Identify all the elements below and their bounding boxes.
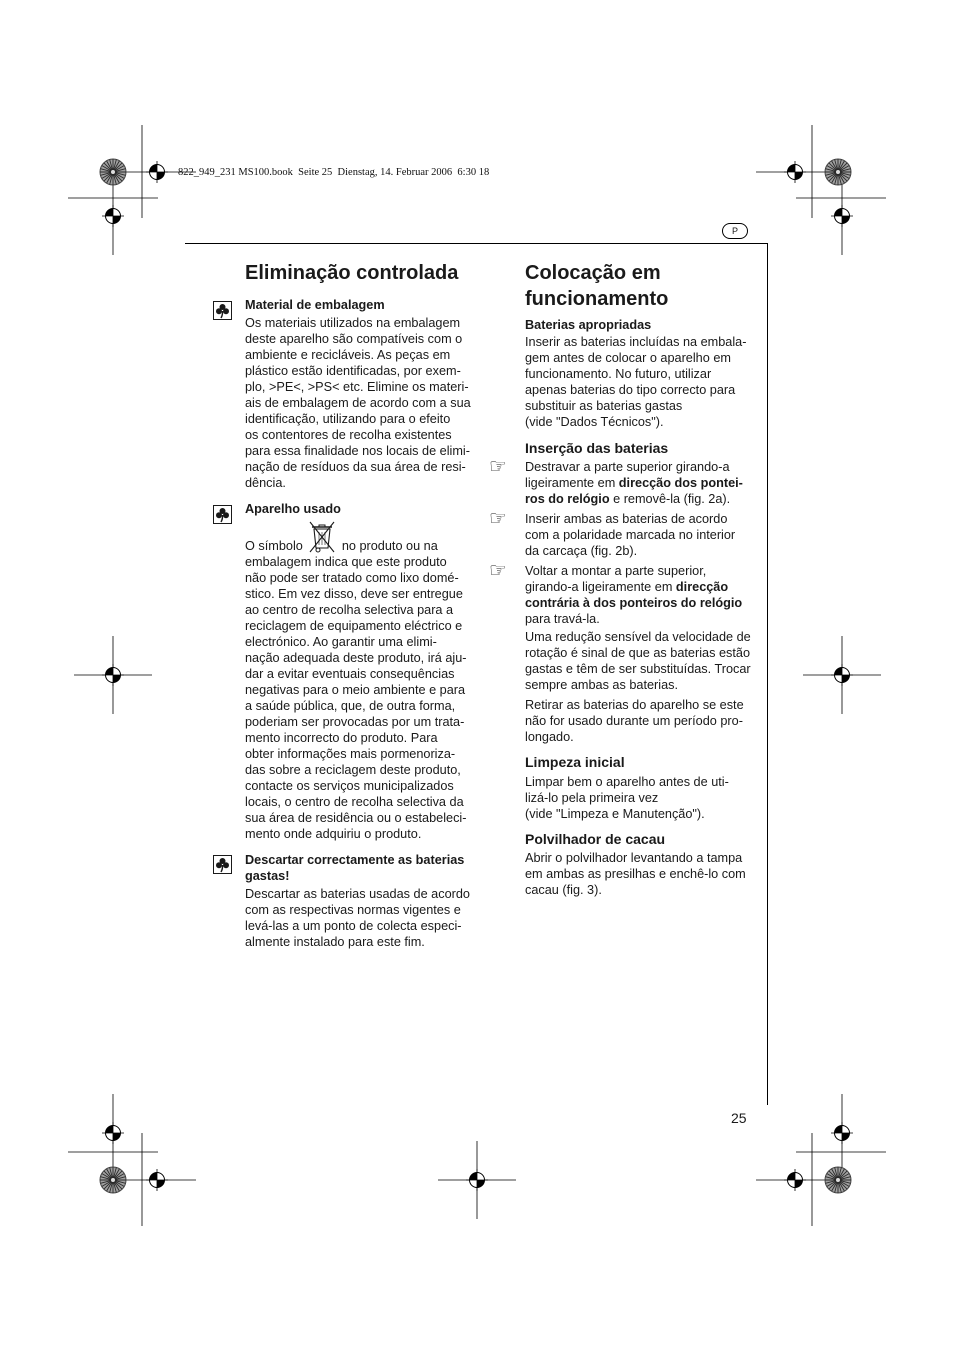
shamrock-icon: [213, 301, 232, 320]
registration-mark-icon: [756, 161, 834, 183]
crossed-out-wheelie-bin-icon: [307, 538, 337, 550]
body-text-line: electrónico. Ao garantir uma elimi-: [245, 635, 437, 649]
registration-mark-icon: [756, 1169, 834, 1191]
body-text-line: nação adequada deste produto, irá aju-: [245, 651, 467, 665]
body-text-line: (vide "Dados Técnicos").: [525, 415, 664, 429]
body-text-line: plástico estão identificadas, por exem-: [245, 364, 461, 378]
body-text-line: (vide "Limpeza e Manutenção").: [525, 807, 705, 821]
body-text-line: [525, 511, 735, 527]
battery-disposal-section: [245, 852, 470, 950]
body-text-line: gem antes de colocar o aparelho em: [525, 351, 731, 365]
section-title-line: funcionamento: [525, 288, 669, 310]
color-disc-icon: [825, 159, 851, 185]
body-text-line: contacte os serviços municipalizados: [245, 779, 454, 793]
instruction-step: [525, 563, 742, 627]
body-text-line: [525, 475, 743, 491]
registration-mark-icon: [118, 1169, 196, 1191]
pointing-hand-icon: [489, 458, 507, 474]
body-text-line: não pode ser tratado como lixo domé-: [245, 571, 459, 585]
body-text-line: não for usado durante um período pro-: [525, 714, 743, 728]
text-run: Destravar a parte superior girando-a: [525, 460, 730, 474]
old-appliance-section: [245, 501, 467, 842]
body-text-line: almente instalado para este fim.: [245, 935, 425, 949]
subsection-heading: Baterias apropriadas: [525, 318, 652, 332]
section-title: Eliminação controlada: [245, 262, 459, 284]
color-disc-icon: [825, 1167, 851, 1193]
text-run: e removê-la (fig. 2a).: [609, 492, 731, 506]
color-disc-icon: [100, 159, 126, 185]
registration-mark-icon: [74, 636, 152, 714]
body-text-line: [525, 543, 735, 559]
text-run: com a polaridade marcada no interior: [525, 528, 736, 542]
text-run: Voltar a montar a parte superior,: [525, 564, 707, 578]
body-text-line: plo, >PE<, >PS< etc. Elimine os materi-: [245, 380, 469, 394]
body-text-line: negativas para o meio ambiente e para: [245, 683, 466, 697]
header-rule: [185, 243, 768, 244]
initial-cleaning-text: [525, 774, 729, 822]
body-text-line: [525, 527, 735, 543]
body-text-line: [525, 595, 742, 611]
body-text-line: poderiam ser provocadas por um trata-: [245, 715, 465, 729]
body-text-line: identificação, utilizando para o efeito: [245, 412, 451, 426]
text-run: para travá-la.: [525, 612, 600, 626]
language-badge: P: [722, 223, 748, 239]
subsection-heading: Aparelho usado: [245, 502, 341, 516]
subsection-heading: Polvilhador de cacau: [525, 831, 666, 847]
body-text-line: funcionamento. No futuro, utilizar: [525, 367, 712, 381]
body-text-line: Descartar as baterias usadas de acordo: [245, 887, 470, 901]
suitable-batteries-section: [525, 317, 746, 430]
body-text-line: ais de embalagem de acordo com a sua: [245, 396, 471, 410]
section-title: [525, 260, 668, 312]
body-text-line: lizá-lo pela primeira vez: [525, 791, 659, 805]
column-rule: [767, 243, 768, 1105]
body-text-line: dência.: [245, 476, 286, 490]
subsection-heading: Limpeza inicial: [525, 754, 625, 770]
body-text-line: deste aparelho são compatíveis com o: [245, 332, 463, 346]
text-run: ligeiramente em: [525, 476, 619, 490]
section-title-line: Colocação em: [525, 262, 661, 284]
pointing-hand-icon: [489, 562, 507, 578]
body-text-line: mento onde adquiriu o produto.: [245, 827, 422, 841]
body-text-line: embalagem indica que este produto: [245, 555, 447, 569]
registration-mark-icon: [102, 177, 124, 255]
body-text-line: mento incorrecto do produto. Para: [245, 731, 438, 745]
body-text-line: apenas baterias do tipo correcto para: [525, 383, 736, 397]
body-text-line: Abrir o polvilhador levantando a tampa: [525, 851, 743, 865]
body-text-line: sempre ambas as baterias.: [525, 678, 679, 692]
subsection-heading: Inserção das baterias: [525, 440, 669, 456]
packaging-section: [245, 297, 471, 491]
registration-mark-icon: [438, 1141, 516, 1219]
body-text-line: ao centro de recolha selectiva para a: [245, 603, 454, 617]
body-text-line: os contentores de recolha existentes: [245, 428, 452, 442]
body-text-line: longado.: [525, 730, 574, 744]
page-number: 25: [731, 1110, 747, 1126]
shamrock-icon: [213, 505, 232, 524]
body-text-line: substituir as baterias gastas: [525, 399, 683, 413]
body-text-line: a saúde pública, que, de outra forma,: [245, 699, 456, 713]
body-text-line: das sobre a reciclagem deste produto,: [245, 763, 461, 777]
symbol-line-after: no produto ou na: [341, 539, 438, 553]
body-text-line: rotação é sinal de que as baterias estão: [525, 646, 750, 660]
pointing-hand-icon: [489, 510, 507, 526]
emphasis-text: direcção dos pontei-: [618, 476, 743, 490]
text-run: Inserir ambas as baterias de acordo: [525, 512, 728, 526]
body-text-line: nação de resíduos da sua área de resi-: [245, 460, 466, 474]
text-run: girando-a ligeiramente em: [525, 580, 676, 594]
note-paragraph: [525, 629, 751, 693]
registration-mark-icon: [831, 1094, 853, 1172]
body-text-line: em ambas as presilhas e enchê-lo com: [525, 867, 746, 881]
body-text-line: cacau (fig. 3).: [525, 883, 602, 897]
right-column: [525, 0, 755, 897]
body-text-line: locais, o centro de recolha selectiva da: [245, 795, 464, 809]
body-text-line: Inserir as baterias incluídas na embala-: [525, 335, 747, 349]
note-paragraph: [525, 697, 744, 745]
subsection-heading: Descartar correctamente as baterias: [245, 853, 465, 867]
body-text-line: Limpar bem o aparelho antes de uti-: [525, 775, 729, 789]
body-text-line: ambiente e recicláveis. As peças em: [245, 348, 451, 362]
body-text-line: gastas e têm de ser substituídas. Trocar: [525, 662, 751, 676]
shamrock-icon: [213, 855, 232, 874]
emphasis-text: ros do relógio: [525, 492, 610, 506]
symbol-line-before: O símbolo: [245, 539, 303, 553]
body-text-line: obter informações mais pormenoriza-: [245, 747, 456, 761]
emphasis-text: direcção: [675, 580, 729, 594]
body-text-line: Os materiais utilizados na embalagem: [245, 316, 461, 330]
instruction-step: [525, 459, 743, 507]
color-disc-icon: [100, 1167, 126, 1193]
body-text-line: Uma redução sensível da velocidade de: [525, 630, 751, 644]
subsection-heading: gastas!: [245, 869, 290, 883]
print-file-info: 822_949_231 MS100.book Seite 25 Dienstag, 14. Februar 2006 6:30 18: [178, 167, 490, 178]
body-text-line: levá-las a um ponto de colecta especi-: [245, 919, 462, 933]
emphasis-text: contrária à dos ponteiros do relógio: [525, 596, 743, 610]
symbol-text-line: [245, 538, 467, 554]
body-text-line: [525, 579, 742, 595]
instruction-step: [525, 511, 735, 559]
crop-marks: [68, 125, 886, 1226]
body-text-line: [525, 563, 742, 579]
body-text-line: com as respectivas normas vigentes e: [245, 903, 461, 917]
body-text-line: [525, 491, 743, 507]
subsection-heading: Material de embalagem: [245, 298, 385, 312]
body-text-line: [525, 611, 742, 627]
body-text-line: reciclagem de equipamento eléctrico e: [245, 619, 463, 633]
body-text-line: dar a evitar eventuais consequências: [245, 667, 455, 681]
cocoa-shaker-text: [525, 850, 746, 898]
registration-mark-icon: [831, 177, 853, 255]
body-text-line: sua área de residência ou o estabeleci-: [245, 811, 467, 825]
body-text-line: para essa finalidade nos locais de elimi-: [245, 444, 470, 458]
registration-mark-icon: [102, 1094, 124, 1172]
text-run: da carcaça (fig. 2b).: [525, 544, 638, 558]
body-text-line: stico. Em vez disso, deve ser entregue: [245, 587, 463, 601]
body-text-line: Retirar as baterias do aparelho se este: [525, 698, 744, 712]
registration-mark-icon: [803, 636, 881, 714]
body-text-line: [525, 459, 743, 475]
